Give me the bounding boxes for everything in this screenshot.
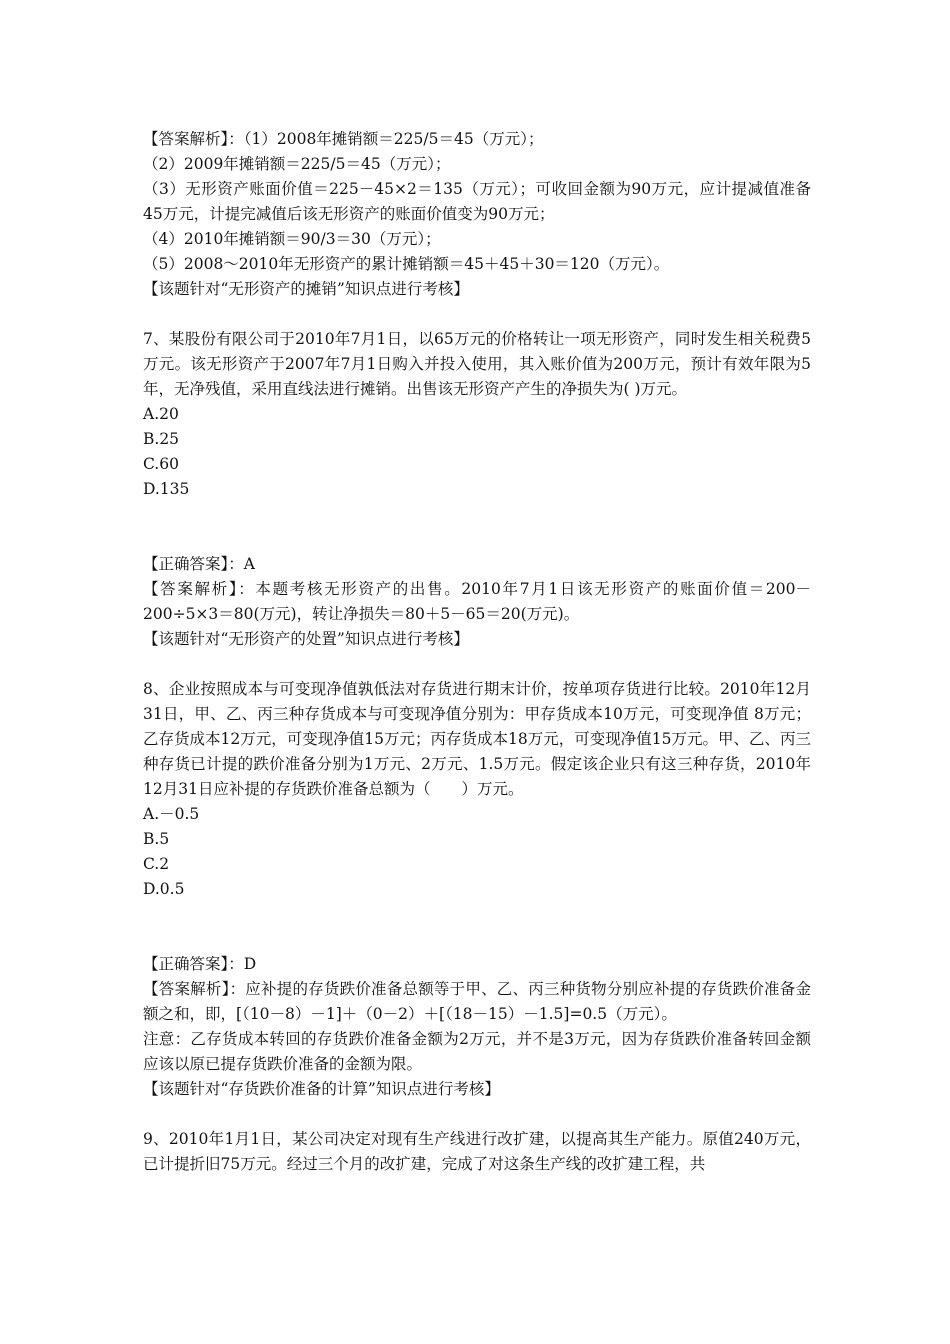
option-b: B.25 [143,430,180,448]
analysis-line: （3）无形资产账面价值＝225－45×2＝135（万元）；可收回金额为90万元，应计提减值准备45万元，计提完减值后该无形资产的账面价值变为90万元； [143,180,811,223]
knowledge-point: 【该题针对“无形资产的处置”知识点进行考核】 [143,630,469,648]
option-d: D.0.5 [143,880,185,898]
correct-answer: 【正确答案】：A [143,555,255,573]
answer-analysis: 【答案解析】：应补提的存货跌价准备总额等于甲、乙、丙三种货物分别应补提的存货跌价准备金额之和，即，[（10－8）－1]＋（0－2）＋[（18－15）－1.5]=0.5（万元）。 [143,980,811,1023]
answer-analysis: 【答案解析】：本题考核无形资产的出售。2010年7月1日该无形资产的账面价值＝200－200÷5×3＝80(万元)，转让净损失＝80＋5－65＝20(万元)。 [143,580,811,623]
knowledge-point: 【该题针对“无形资产的摊销”知识点进行考核】 [143,280,469,298]
analysis-line: 【答案解析】：（1）2008年摊销额＝225/5＝45（万元）； [143,130,544,148]
answer-note: 注意：乙存货成本转回的存货跌价准备金额为2万元，并不是3万元，因为存货跌价准备转回金额应该以原已提存货跌价准备的金额为限。 [143,1030,811,1073]
correct-answer: 【正确答案】：D [143,955,257,973]
option-a: A.－0.5 [143,805,200,823]
question-7-stem: 7、某股份有限公司于2010年7月1日，以65万元的价格转让一项无形资产，同时发生相关税费5万元。该无形资产于2007年7月1日购入并投入使用，其入账价值为200万元，预计有效年限为5年，无净残值，采用直线法进行摊销。出售该无形资产产生的净损失为( )万元。 [143,330,811,398]
analysis-line: （5）2008～2010年无形资产的累计摊销额＝45＋45＋30＝120（万元）。 [143,255,670,273]
option-d: D.135 [143,480,190,498]
analysis-line: （4）2010年摊销额＝90/3＝30（万元）； [143,230,441,248]
question-9-stem: 9、2010年1月1日，某公司决定对现有生产线进行改扩建，以提高其生产能力。原值240万元，已计提折旧75万元。经过三个月的改扩建，完成了对这条生产线的改扩建工程，共 [143,1130,811,1173]
document-page [143,127,811,1177]
option-c: C.60 [143,455,179,473]
option-c: C.2 [143,855,170,873]
analysis-line: （2）2009年摊销额＝225/5＝45（万元）； [143,155,451,173]
knowledge-point: 【该题针对“存货跌价准备的计算”知识点进行考核】 [143,1080,500,1098]
option-b: B.5 [143,830,170,848]
question-8-stem: 8、企业按照成本与可变现净值孰低法对存货进行期末计价，按单项存货进行比较。2010年12月31日，甲、乙、丙三种存货成本与可变现净值分别为：甲存货成本10万元，可变现净值 8万元；乙存货成本12万元，可变现净值15万元；丙存货成本18万元，可变现净值15万元。甲、乙、丙三种存货已计提的跌价准备分别为1万元、2万元、1.5万元。假定该企业只有这三种存货，2010年12月31日应补提的存货跌价准备总额为（ ）万元。 [143,680,811,798]
option-a: A.20 [143,405,179,423]
